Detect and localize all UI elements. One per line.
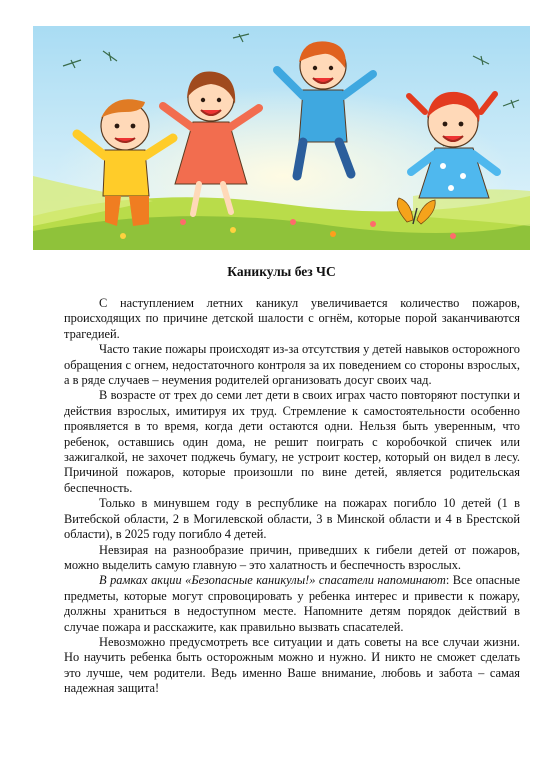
children-jumping-illustration — [33, 26, 530, 250]
paragraph: Невзирая на разнообразие причин, приведших к гибели детей от пожаров, можно выделить самую главную – это халатность и беспечность взрослых. — [64, 542, 520, 572]
paragraph: С наступлением летних каникул увеличивается количество пожаров, происходящих по причине детской шалости с огнём, которые порой заканчиваются трагедией. — [64, 296, 520, 341]
paragraph-closing: Невозможно предусмотреть все ситуации и дать советы на все случаи жизни. Но научить ребенка быть осторожным можно и нужно. И никто не сможет сделать это лучше, чем родители. Ведь именно Ваше внимание, любовь и забота – самая надежная защита! — [64, 634, 520, 696]
illustration-svg — [33, 26, 530, 250]
paragraph: Часто такие пожары происходят из-за отсутствия у детей навыков осторожного обращения с огнем, недостаточного контроля за их поведением со стороны взрослых, а в ряде случаев – неумения родителей организовать досуг своих чад. — [64, 342, 520, 388]
paragraph: Только в минувшем году в республике на пожарах погибло 10 детей (1 в Витебской области, 2 в Могилевской области, 3 в Минской области и 4 в Брестской области), в 2025 году погибло 4 детей. — [64, 496, 520, 542]
paragraph: В возрасте от трех до семи лет дети в своих играх часто повторяют поступки и действия взрослых, имитируя их труд. Стремление к самостоятельности особенно проявляется в то время, когда дети остаются одни. Нельзя быть уверенным, что ребенок, оставшись один дома, не решит поиграть с коробочкой спичек или зажигалкой, не захочет поджечь бумагу, не устроит костер, который он видел в лесу. Причиной пожаров, которые произошли по вине детей, является родительская беспечность. — [64, 388, 520, 495]
campaign-italic-lead: В рамках акции «Безопасные каникулы!» спасатели напоминают — [99, 573, 446, 588]
document-body — [64, 296, 520, 697]
campaign-text: : Все опасные предметы, которые могут спровоцировать у ребенка интерес и привести к пожару, должны храниться в недоступном месте. Напомните детям порядок действий в случае пожара и расскажите, как правильно вызвать спасателей. — [64, 573, 520, 634]
document-title: Каникулы без ЧС — [227, 264, 336, 279]
paragraph-campaign — [64, 573, 520, 635]
